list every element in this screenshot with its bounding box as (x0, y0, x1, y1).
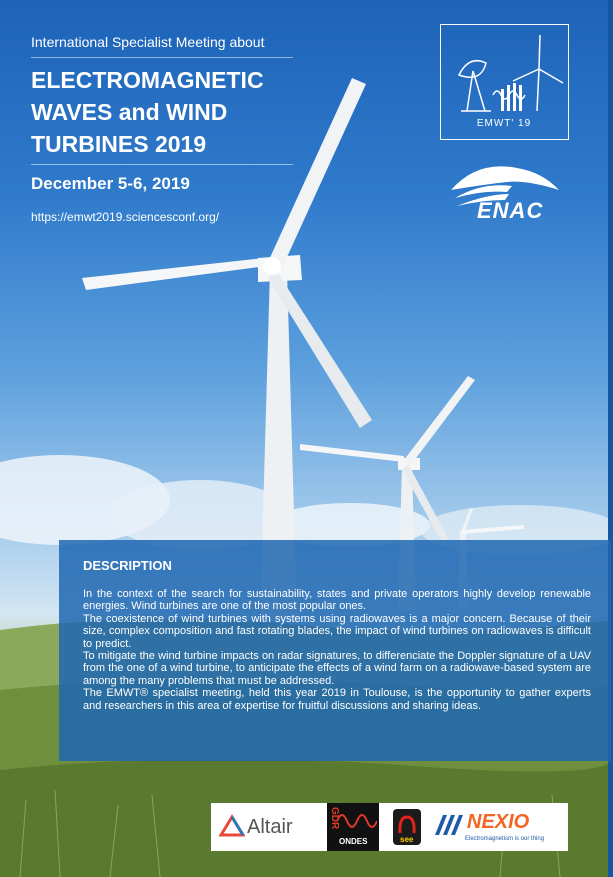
nexio-logo (433, 803, 565, 851)
nexio-logo-text: NEXIO (467, 811, 530, 833)
altair-logo (219, 803, 319, 851)
gdr-ondes-logo (327, 803, 379, 851)
ondes-logo-text: ONDES (339, 837, 368, 846)
altair-logo-text: Altair (247, 816, 293, 838)
description-paragraph-2: The coexistence of wind turbines with systems using radiowaves is a major concern. Because of their size, complex composition and fast rotating blades, the impact of wind turbines on radiowaves is difficult to predict. (83, 612, 591, 650)
description-paragraph-4: The EMWT® specialist meeting, held this year 2019 in Toulouse, is the opportunity to gather experts and researchers in this area of expertise for fruitful discussions and sharing ideas. (83, 687, 591, 712)
see-logo-text: see (400, 835, 414, 844)
emwt-logo (440, 24, 569, 140)
event-date: December 5-6, 2019 (31, 174, 190, 193)
sponsors-bar (211, 803, 568, 851)
event-url-link[interactable]: https://emwt2019.sciencesconf.org/ (31, 210, 220, 224)
description-paragraph-3: To mitigate the wind turbine impacts on radar signatures, to differenciate the Doppler signature of a UAV from the one of a wind turbine, to anticipate the effects of a wind farm on a radiowave-based system are among the many problems that must be addressed. (83, 650, 591, 687)
description-heading: DESCRIPTION (83, 558, 172, 573)
gdr-logo-text: GDR (329, 807, 340, 830)
emwt-logo-label: EMWT' 19 (476, 118, 532, 129)
see-logo (391, 803, 425, 851)
divider-top (31, 57, 293, 58)
antenna-turbine-icon (441, 25, 567, 117)
nexio-mark-icon (435, 813, 465, 837)
description-body (83, 588, 591, 712)
pretitle: International Specialist Meeting about (31, 34, 265, 50)
enac-logo (447, 160, 562, 230)
divider-bottom (31, 164, 293, 165)
description-panel (59, 540, 611, 761)
description-paragraph-1: In the context of the search for sustainability, states and private operators highly develop renewable energies. Wind turbines are one of the most popular ones. (83, 588, 591, 613)
enac-logo-text: ENAC (477, 198, 544, 223)
title-line-3: TURBINES 2019 (31, 131, 207, 157)
wave-icon (337, 809, 377, 833)
nexio-tagline: Electromagnetism is our thing (465, 836, 545, 842)
title-line-1: ELECTROMAGNETIC (31, 67, 264, 93)
event-title (31, 64, 311, 160)
title-line-2: WAVES and WIND (31, 99, 228, 125)
altair-triangle-icon (219, 803, 245, 851)
